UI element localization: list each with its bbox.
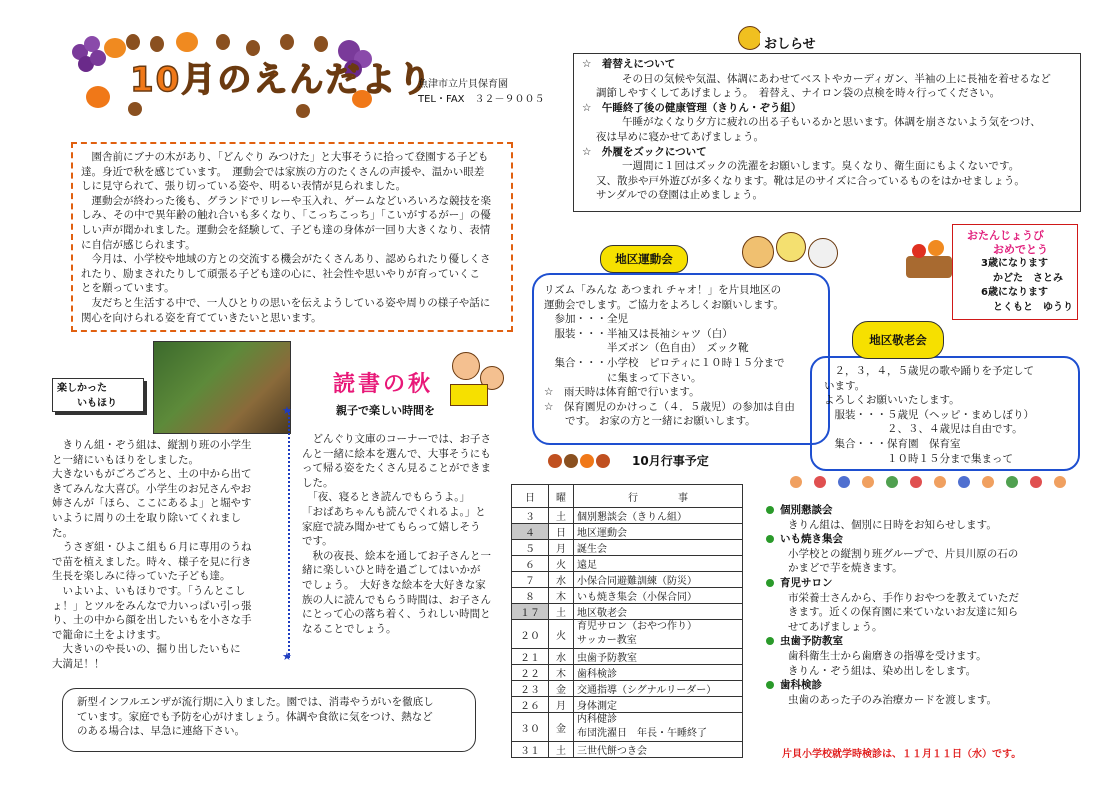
schedule-event: 育児サロン（おやつ作り） サッカー教室 <box>574 620 743 649</box>
schedule-day: ６ <box>512 556 549 572</box>
intro-line: 関心を向けられる姿を育てていきたいと思います。 <box>81 311 322 324</box>
sports-day-label: 地区運動会 <box>600 245 688 273</box>
notice-line: 夜は早めに寝かせてあげましょう。 <box>596 130 764 143</box>
elders-line: １０時１５分まで集まって <box>824 452 1013 465</box>
reading-line: 緒に楽しいひと時を過ごしてはいかが <box>302 564 481 577</box>
newsletter-title: 10月のえんだより <box>130 60 434 100</box>
reading-line: 家庭で読み聞かせてもらって嬉しそう <box>302 520 481 533</box>
schedule-dow: 土 <box>549 742 574 758</box>
bullet-icon <box>766 579 774 587</box>
event-line: 虫歯のあった子のみ治療カードを渡します。 <box>788 693 998 706</box>
elders-line: います。 <box>824 379 866 392</box>
elders-line: よろしくお願いいたします。 <box>824 394 960 407</box>
potato-label-line2: いもほり <box>77 397 117 409</box>
star-icon: ★ <box>282 650 292 663</box>
event-heading: 虫歯予防教室 <box>766 634 1019 649</box>
schedule-event: 地区運動会 <box>574 524 743 540</box>
event-heading: いも焼き集会 <box>766 532 1019 547</box>
table-row <box>512 649 743 665</box>
table-row <box>512 681 743 697</box>
schedule-event: 三世代餅つき会 <box>574 742 743 758</box>
reading-line: 「おばあちゃんも読んでくれるよ。」と <box>302 505 486 518</box>
flu-notice-box <box>62 688 476 752</box>
notice-box <box>573 53 1081 212</box>
schedule-dow: 木 <box>549 588 574 604</box>
elders-day-box <box>810 356 1080 471</box>
notice-line: サンダルでの登園は止めましょう。 <box>596 189 764 202</box>
sports-day-line: 参加・・・全児 <box>544 313 628 326</box>
schedule-header-dow: 曜 <box>549 485 574 508</box>
reading-line: 族の人に読んでもらう時間は、お子さん <box>302 593 491 606</box>
schedule-event: 地区敬老会 <box>574 604 743 620</box>
potato-line: 生長を楽しみに待っていた子ども達。 <box>52 570 231 583</box>
bullet-icon <box>766 637 774 645</box>
potato-line: うさぎ組・ひよこ組も６月に専用のうね <box>52 541 252 554</box>
schedule-event: 遠足 <box>574 556 743 572</box>
intro-line: しみ、その中で異年齢の触れ合いも多くなり、「こっちこっち」「こいがするがー」の優 <box>81 209 491 222</box>
intro-line: 園舎前にブナの木があり、「どんぐり みつけた」と大事そうに拾って登園する子ども <box>81 151 489 163</box>
reading-line: でしょう。 大好きな絵本を大好きな家 <box>302 578 486 591</box>
schedule-day: ３０ <box>512 713 549 742</box>
notice-line: 午睡がなくなり夕方に疲れの出る子もいるかと思います。体調を崩さないよう気をつけ、 <box>622 116 1041 129</box>
event-line: 歯科衛生士から歯磨きの指導を受けます。 <box>788 649 987 662</box>
notice-heading: ☆ 午睡終了後の健康管理（きりん・ぞう組） <box>582 101 802 114</box>
intro-line: しい声が聞かれました。運動会を経験して、子ども達の身体が一回り大きくなり、表情 <box>81 223 491 236</box>
potato-line: と一緒にいもほりをしました。 <box>52 453 199 466</box>
notice-line: 調節しやすくしてあげましょう。 着替え、ナイロン袋の点検を時々行ってください。 <box>596 87 1001 100</box>
schedule-dow: 土 <box>549 604 574 620</box>
potato-line: た。 <box>52 526 73 539</box>
school-info <box>418 78 545 107</box>
elders-line: ２、３、４歳児は自由です。 <box>824 423 1023 436</box>
flu-line: ています。家庭でも予防を心がけましょう。体調や食欲に気をつけ、熱など <box>77 710 433 723</box>
reading-line: 「夜、寝るとき読んでもらうよ。」 <box>302 491 470 504</box>
schedule-header-row <box>512 485 743 508</box>
schedule-event: 小保合同避難訓練（防災） <box>574 572 743 588</box>
birthday-line: 6歳になります <box>981 287 1048 299</box>
table-row <box>512 697 743 713</box>
reading-line: なることでしょう。 <box>302 622 397 635</box>
table-row <box>512 665 743 681</box>
schedule-dow: 金 <box>549 681 574 697</box>
schedule-day: ２６ <box>512 697 549 713</box>
table-row <box>512 588 743 604</box>
sports-day-line: です。 お家の方と一緒にお願いします。 <box>544 415 756 428</box>
event-heading: 歯科検診 <box>766 678 1019 693</box>
reading-line: って帰る姿をたくさん見ることができま <box>302 462 491 475</box>
sports-day-line: リズム「みんな あつまれ チャオ！」を片貝地区の <box>544 284 782 296</box>
birthday-line: 3歳になります <box>981 258 1048 269</box>
birthday-line: とくもと ゆうり <box>993 301 1073 313</box>
potato-line: きてみんな大喜び。小学生のお兄さんやお <box>52 482 252 495</box>
event-heading: 育児サロン <box>766 576 1019 591</box>
schedule-day: ２３ <box>512 681 549 697</box>
table-row <box>512 604 743 620</box>
notice-heading: ☆ 外履をズックについて <box>582 145 707 158</box>
food-icons <box>548 452 618 470</box>
schedule-event: 歯科検診 <box>574 665 743 681</box>
potato-line: 大満足！！ <box>52 657 105 670</box>
event-line: 市栄養士さんから、手作りおやつを教えていただ <box>788 591 1019 604</box>
reading-line: した。 <box>302 476 334 489</box>
potato-line: 姉さんが「ほら、ここにあるよ」と堀やす <box>52 497 252 510</box>
intro-line: 友だちと生活する中で、一人ひとりの思いを伝えようしている姿や周りの様子や話に <box>81 296 491 309</box>
potato-line: で籠命に土をよけます。 <box>52 628 167 641</box>
schedule-header-event: 行 事 <box>574 485 743 508</box>
event-line: せてあげましょう。 <box>788 620 883 633</box>
bullet-icon <box>766 506 774 514</box>
sports-day-line: ☆ 保育園児のかけっこ（４．５歳児）の参加は自由 <box>544 400 795 413</box>
schedule-event: 個別懇談会（きりん組） <box>574 508 743 524</box>
intro-line: に自信が感じられます。 <box>81 238 196 251</box>
schedule-dow: 水 <box>549 572 574 588</box>
notice-title: おしらせ <box>760 33 820 52</box>
event-line: きりん組は、個別に日時をお知らせします。 <box>788 518 997 531</box>
flu-line: 新型インフルエンザが流行期に入りました。園では、消毒やうがいを徹底し <box>77 696 434 708</box>
schedule-dow: 水 <box>549 649 574 665</box>
potato-line: 大きいのや長いの、掘り出したいもに <box>52 643 241 656</box>
notice-line: その日の気候や気温、体調にあわせてベストやカーディガン、半袖の上に長袖を着せるなど <box>622 72 1051 85</box>
table-row <box>512 572 743 588</box>
schedule-dow: 木 <box>549 665 574 681</box>
potato-line: ょ！」とツルをみんなで力いっぱい引っ張 <box>52 599 252 612</box>
table-row <box>512 540 743 556</box>
potato-line: いよいよ、いもほりです。「うんとこし <box>52 584 246 597</box>
school-name: 魚津市立片貝保育園 <box>418 79 508 90</box>
event-line: きりん・ぞう組は、染め出しをします。 <box>788 664 977 677</box>
schedule-dow: 金 <box>549 713 574 742</box>
potato-line: 大きないもがごろごろと、土の中から出て <box>52 468 252 481</box>
schedule-dow: 月 <box>549 540 574 556</box>
sports-day-line: 服装・・・半袖又は長袖シャツ（白） <box>544 327 733 340</box>
potato-label <box>52 378 144 412</box>
event-heading: 個別懇談会 <box>766 503 1019 518</box>
dotted-divider <box>288 410 290 658</box>
school-tel: TEL・FAX ３２－９００５ <box>418 93 545 105</box>
potato-line: きりん組・ぞう組は、縦割り班の小学生 <box>52 439 252 451</box>
event-line: かまどで芋を焼きます。 <box>788 562 903 575</box>
reading-kids-icon <box>446 350 512 408</box>
schedule-event: 虫歯予防教室 <box>574 649 743 665</box>
sports-day-box <box>532 273 830 445</box>
event-line: きます。近くの保育園に来ていないお友達に知ら <box>788 606 1019 619</box>
schedule-event: 交通指導（シグナルリーダー） <box>574 681 743 697</box>
sports-day-line: ☆ 雨天時は体育館で行います。 <box>544 386 700 399</box>
birthday-subtitle: おめでとう <box>993 243 1048 256</box>
elders-line: ２，３，４，５歳児の歌や踊りを予定して <box>824 365 1034 377</box>
reading-line: にとって心の落ち着く、うれしい時間と <box>302 608 491 621</box>
flu-line: のある場合は、早急に連絡下さい。 <box>77 725 245 738</box>
notice-heading: ☆ 着替えについて <box>582 58 676 70</box>
elders-day-label: 地区敬老会 <box>852 321 944 359</box>
birthday-title: おたんじょうび <box>967 229 1044 242</box>
reading-subtitle: 親子で楽しい時間を <box>336 404 435 417</box>
schedule-day: １７ <box>512 604 549 620</box>
intro-line: 運動会が終わった後も、グランドでリレーや玉入れ、ゲームなどいろいろな競技を楽 <box>81 194 492 207</box>
schedule-day: ３１ <box>512 742 549 758</box>
schedule-title: 10月行事予定 <box>632 454 709 468</box>
intro-line: 達。身近で秋を感じています。 運動会では家族の方のたくさんの声援や、温かい眼差 <box>81 165 485 178</box>
schedule-event: 内科健診 布団洗濯日 年長・午睡終了 <box>574 713 743 742</box>
reading-line: 秋の夜長、絵本を通してお子さんと一 <box>302 549 491 562</box>
sports-day-line: に集まって下さい。 <box>544 371 702 384</box>
bullet-icon <box>766 535 774 543</box>
schedule-dow: 日 <box>549 524 574 540</box>
schedule-header-day: 日 <box>512 485 549 508</box>
sports-day-line: 集合・・・小学校 ピロティに１０時１５分まで <box>544 356 785 369</box>
reading-line: どんぐり文庫のコーナーでは、お子さ <box>302 433 491 445</box>
birthday-line: かどた さとみ <box>993 272 1063 284</box>
intro-line: しに見守られて、張り切っている姿や、明るい表情が見られました。 <box>81 180 407 193</box>
event-line: 小学校との縦割り班グループで、片貝川原の石の <box>788 547 1019 560</box>
schedule-day: ２２ <box>512 665 549 681</box>
reading-title: 読書の秋 <box>333 372 434 397</box>
event-details <box>766 503 1019 707</box>
table-row <box>512 556 743 572</box>
schedule-day: ３ <box>512 508 549 524</box>
schedule-event: いも焼き集会（小保合同） <box>574 588 743 604</box>
elders-line: 服装・・・５歳児（ヘッピ・まめしぼり） <box>824 408 1034 421</box>
schedule-day: ４ <box>512 524 549 540</box>
schedule-event: 身体測定 <box>574 697 743 713</box>
notice-line: 又、散歩や戸外遊びが多くなります。靴は足のサイズに合っているものをはかせましょう。 <box>596 174 1025 187</box>
potato-label-line1: 楽しかった <box>57 383 107 394</box>
table-row <box>512 742 743 758</box>
schedule-table <box>511 484 743 758</box>
reading-article <box>302 432 491 636</box>
potato-digging-photo <box>153 341 291 434</box>
intro-line: 今月は、小学校や地域の方との交流する機会がたくさんあり、認められたり優しくさ <box>81 253 491 266</box>
bee-icon <box>738 26 762 50</box>
table-row <box>512 524 743 540</box>
children-row-decoration <box>790 474 1090 490</box>
intro-line: とを願っています。 <box>81 282 175 295</box>
intro-message-box <box>71 142 513 332</box>
birthday-cake-icon <box>906 238 952 278</box>
potato-article <box>52 438 252 672</box>
schedule-dow: 火 <box>549 620 574 649</box>
table-row <box>512 620 743 649</box>
reading-line: です。 <box>302 535 333 548</box>
schedule-day: ８ <box>512 588 549 604</box>
birthday-box <box>952 224 1078 320</box>
school-checkup-note: 片貝小学校就学時検診は、１１月１１日（水）です。 <box>782 749 1022 760</box>
schedule-day: ２１ <box>512 649 549 665</box>
schedule-event: 誕生会 <box>574 540 743 556</box>
schedule-day: ２０ <box>512 620 549 649</box>
potato-line: いように周りの土を取り除いてくれまし <box>52 511 241 524</box>
notice-line: 一週間に１回はズックの洗濯をお願いします。臭くなり、衛生面にもよくないです。 <box>622 160 1020 173</box>
reading-line: んと一緒に絵本を選んで、大事そうにも <box>302 447 491 460</box>
star-icon: ★ <box>282 404 292 417</box>
schedule-dow: 月 <box>549 697 574 713</box>
bullet-icon <box>766 681 774 689</box>
bear-characters-icon <box>742 232 842 272</box>
sports-day-line: 半ズボン（色自由） ズック靴 <box>544 342 749 355</box>
elders-line: 集合・・・保育園 保育室 <box>824 437 961 450</box>
potato-line: り、土の中から顔を出したいもを小さな手 <box>52 614 252 627</box>
potato-line: で苗を植えました。時々、様子を見に行き <box>52 555 252 568</box>
schedule-dow: 土 <box>549 508 574 524</box>
intro-line: れたり、励まされたりして頑張る子ども達の心に、社会性や思いやりが育っていくこ <box>81 267 480 280</box>
table-row <box>512 508 743 524</box>
schedule-day: ５ <box>512 540 549 556</box>
schedule-dow: 火 <box>549 556 574 572</box>
sports-day-line: 運動会でします。ご協力をよろしくお願いします。 <box>544 298 784 311</box>
schedule-day: ７ <box>512 572 549 588</box>
table-row <box>512 713 743 742</box>
